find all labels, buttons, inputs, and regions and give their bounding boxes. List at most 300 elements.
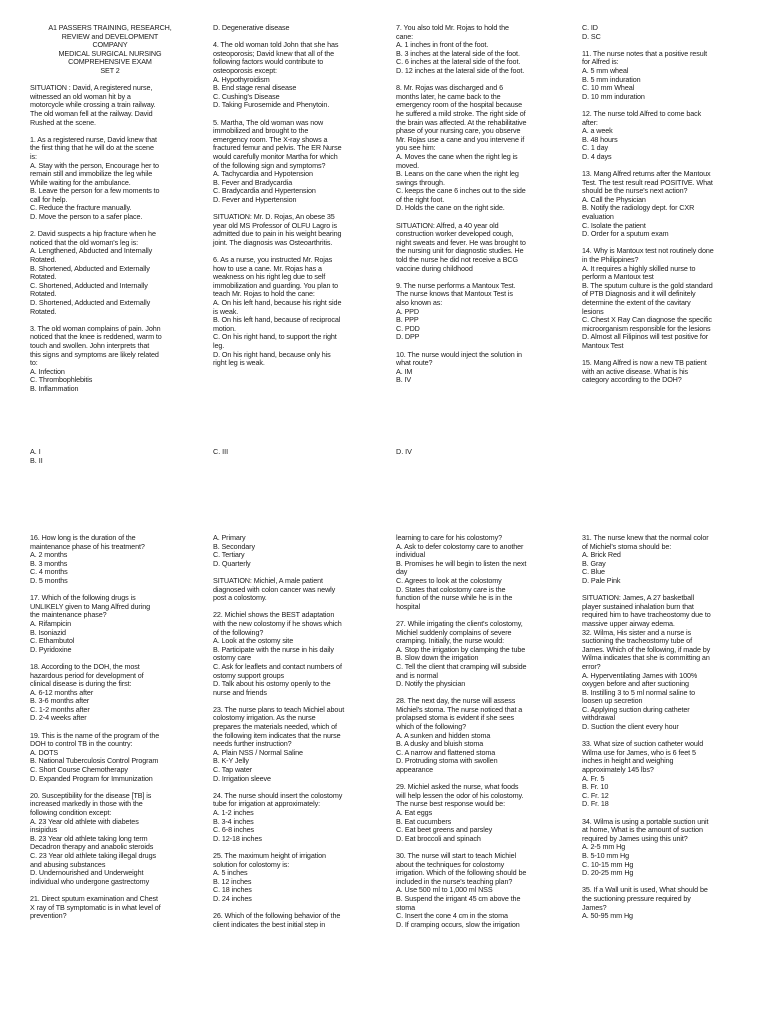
text-line: B. 5-10 mm Hg (582, 850, 630, 860)
text-line: 23. The nurse plans to teach Michiel about (213, 704, 345, 714)
text-line: error? (582, 661, 601, 671)
text-line: admitted due to pain in his weight bearing (213, 229, 342, 239)
text-line: the nursing unit for diagnostic studies. He (396, 246, 524, 256)
text-line: A. 1-2 inches (213, 808, 254, 817)
text-line: 3. The old woman complains of pain. John (30, 323, 161, 333)
text-line: A. It requires a highly skilled nurse to (582, 263, 696, 273)
text-line: 27. While irrigating the client's colostomy, (396, 618, 523, 628)
text-line: C. Applying suction during catheter (582, 704, 690, 714)
text-line: hospital (396, 601, 420, 611)
footer-choice-b: B. II (30, 455, 43, 465)
text-line: B. 3-4 inches (213, 816, 254, 826)
text-line: emergency room of the hospital because (396, 100, 523, 110)
text-line: B. Secondary (213, 541, 255, 551)
text-line: diagnosed with colon cancer was newly (213, 584, 336, 594)
text-line: loosen up secretion (582, 696, 643, 706)
text-line: 7. You also told Mr. Rojas to hold the (396, 23, 509, 32)
text-line: 17. Which of the following drugs is (30, 593, 136, 603)
text-line: C. ID (582, 23, 598, 32)
text-line: Wilma indicates that she is committing an (582, 653, 710, 663)
text-line: D. Holds the cane on the right side. (396, 203, 505, 213)
text-line: Michiel's stoma. The nurse noticed that a (396, 704, 523, 714)
answer-choices-footer-2: C. III (213, 447, 229, 456)
column-2 (213, 24, 373, 368)
text-line: A. Hyperventilating James with 100% (582, 670, 698, 680)
text-line: included in the nurse's teaching plan? (396, 876, 513, 886)
text-line: C. Fr. 12 (582, 790, 609, 800)
text-line: C. Reduce the fracture manually. (30, 203, 132, 213)
text-line: teach Mr. Rojas to hold the cane: (213, 289, 315, 299)
text-line: told the nurse he did not receive a BCG (396, 255, 518, 265)
text-line: A. Infection (30, 366, 65, 376)
text-line: perform a Mantoux test (582, 272, 654, 282)
text-line: year old MS Professor of OLFU Lagro is (213, 220, 338, 230)
text-line: A. Ask to defer colostomy care to another (396, 541, 524, 551)
text-line: 20. Susceptibility for the disease [TB] is (30, 790, 152, 800)
text-line: C. 10 mm Wheal (582, 83, 635, 93)
text-line: following condition except: (30, 808, 112, 817)
text-line: A. Rifampicin (30, 618, 72, 628)
text-line: learning to care for his colostomy? (396, 533, 502, 542)
text-line: C. 6-8 inches (213, 825, 255, 835)
text-line: SITUATION : David, A registered nurse, (30, 83, 153, 93)
text-line: C. Agrees to look at the colostomy (396, 575, 502, 585)
text-line: he suffered a mild stroke. The right side of (396, 108, 526, 118)
text-line: D. States that colostomy care is the (396, 584, 506, 594)
text-line: insipidus (30, 825, 58, 835)
text-line: individual who undergone gastrectomy (30, 876, 150, 886)
text-line: cane: (396, 31, 414, 41)
text-line: emergency room. The X-ray shows a (213, 134, 328, 144)
text-line: B. Promises he will begin to listen the next (396, 558, 527, 568)
column-1 (30, 534, 190, 921)
text-line: after: (582, 117, 598, 127)
text-line: D. 4 days (582, 151, 612, 161)
text-line: 1. As a registered nurse, David knew that (30, 134, 157, 144)
text-line: C. Short Course Chemotherapy (30, 765, 128, 775)
text-line: D. Pyridoxine (30, 644, 72, 654)
text-line: 32. Wilma, His sister and a nurse is (582, 627, 692, 637)
page-bottom-half (0, 534, 768, 1012)
text-line: D. DPP (396, 332, 420, 342)
text-line: ostomy support groups (213, 670, 285, 680)
text-line: with the new colostomy if he shows which (213, 618, 342, 628)
text-line: D. Expanded Program for Immunization (30, 773, 153, 783)
text-line: oxygen before and after suctioning (582, 679, 689, 689)
text-line: B. 23 Year old athlete taking long term (30, 833, 148, 843)
column-1 (30, 24, 190, 394)
text-line: nurse and friends (213, 687, 267, 697)
text-line: D. Suction the client every hour (582, 722, 679, 732)
text-line: the suctioning pressure required by (582, 893, 691, 903)
text-line: weakness on his right leg due to self (213, 272, 326, 282)
text-line: C. 18 inches (213, 885, 252, 895)
text-line: 18. According to the DOH, the most (30, 661, 140, 671)
text-line: B. Notify the radiology dept. for CXR (582, 203, 695, 213)
text-line: B. Instilling 3 to 5 ml normal saline to (582, 687, 696, 697)
text-line: C. Ethambutol (30, 636, 75, 646)
text-line: day (396, 567, 408, 577)
text-line: construction worker developed cough, (396, 229, 514, 239)
text-line: D. Talk about his ostomy openly to the (213, 679, 331, 689)
text-line: lesions (582, 306, 604, 316)
text-line: suctioning the tracheostomy tube of (582, 636, 692, 646)
text-line: C. 4 months (30, 567, 68, 577)
text-line: D. Degenerative disease (213, 23, 290, 32)
text-line: call for help. (30, 194, 68, 204)
text-line: B. National Tuberculosis Control Program (30, 756, 159, 766)
text-line: night sweats and fever. He was brought to (396, 237, 526, 247)
text-line: the brain was affected. At the rehabilitative (396, 117, 527, 127)
text-line: D. 2-4 weeks after (30, 713, 87, 723)
text-line: A. 6-12 months after (30, 687, 94, 697)
text-line: stoma (396, 902, 416, 912)
text-line: 28. The next day, the nurse will assess (396, 696, 516, 706)
text-line: B. Inflammation (30, 383, 79, 393)
text-line: maintenance phase of his treatment? (30, 541, 145, 551)
answer-choices-footer-1 (30, 448, 43, 465)
column-2 (213, 534, 373, 929)
text-line: C. Bradycardia and Hypertension (213, 186, 316, 196)
text-line: leg. (213, 340, 225, 350)
text-line: James. Which of the following, if made by (582, 644, 711, 654)
text-line: REVIEW and DEVELOPMENT (61, 31, 159, 41)
text-line: D. Undernourished and Underweight (30, 868, 144, 878)
text-line: A. Lengthened, Abducted and Internally (30, 246, 153, 256)
text-line: C. Isolate the patient (582, 220, 646, 230)
text-line: D. Notify the physician (396, 679, 466, 689)
text-line: A. Stay with the person, Encourage her to (30, 160, 159, 170)
text-line: B. 48 hours (582, 134, 618, 144)
text-line: Rushed at the scene. (30, 117, 96, 127)
text-line: Rotated. (30, 255, 57, 265)
text-line: D. 12 inches at the lateral side of the foot. (396, 65, 525, 75)
text-line: A. Eat eggs (396, 808, 433, 817)
text-line: 14. Why is Mantoux test not routinely done (582, 246, 714, 256)
text-line: irrigation. Which of the following should be (396, 868, 527, 878)
text-line: microorganism responsible for the lesions (582, 323, 711, 333)
text-line: immobilization and guarding. You plan to (213, 280, 339, 290)
text-line: client indicates the best initial step in (213, 919, 326, 929)
text-line: D. Protruding stoma with swollen (396, 756, 498, 766)
text-line: hazardous period for development of (30, 670, 144, 680)
text-line: B. Leans on the cane when the right leg (396, 169, 519, 179)
text-line: D. 10 mm induration (582, 91, 645, 101)
text-line: C. Insert the cone 4 cm in the stoma (396, 911, 508, 921)
text-line: C. Ask for leaflets and contact numbers of (213, 661, 342, 671)
text-line: A. 5 mm wheal (582, 65, 629, 75)
text-line: B. The sputum culture is the gold standard (582, 280, 713, 290)
text-line: The nurse knows that Mantoux Test is (396, 289, 513, 299)
text-line: function of the nurse while he is in the (396, 593, 513, 603)
text-line: B. Fever and Bradycardia (213, 177, 293, 187)
page-top-half (0, 24, 768, 476)
text-line: of the right foot. (396, 194, 445, 204)
text-line: Rotated. (30, 272, 57, 282)
text-line: the maintenance phase? (30, 610, 107, 620)
text-line: COMPREHENSIVE EXAM (68, 57, 152, 67)
text-line: 26. Which of the following behavior of the (213, 911, 341, 921)
text-line: to: (30, 358, 38, 368)
text-line: for Alfred is: (582, 57, 619, 67)
text-line: required by James using this unit? (582, 833, 688, 843)
text-line: fractured femur and pelvis. The ER Nurse (213, 143, 342, 153)
text-line: prepares the materials needed, which of (213, 722, 337, 732)
text-line: B. Slow down the irrigation (396, 653, 479, 663)
text-line: A. Use 500 ml to 1,000 ml NSS (396, 885, 493, 895)
text-line: A. Tachycardia and Hypotension (213, 169, 313, 179)
text-line: you see him: (396, 143, 436, 153)
text-line: 16. How long is the duration of the (30, 533, 136, 542)
text-line: of PTB Diagnosis and it will definitely (582, 289, 696, 299)
text-line: 21. Direct sputum examination and Chest (30, 893, 158, 903)
text-line: C. Thrombophlebitis (30, 375, 93, 385)
text-line: 5. Martha, The old woman was now (213, 117, 324, 127)
text-line: at home, What is the amount of suction (582, 825, 703, 835)
text-line: D. Order for a sputum exam (582, 229, 669, 239)
text-line: A. Fr. 5 (582, 773, 605, 783)
text-line: which of the following? (396, 722, 467, 732)
text-line: and abusing substances (30, 859, 106, 869)
text-line: massive upper airway edema. (582, 618, 675, 628)
text-line: B. 3 inches at the lateral side of the foot. (396, 48, 520, 58)
text-line: While waiting for the ambulance. (30, 177, 131, 187)
text-line: D. SC (582, 31, 601, 41)
text-line: SITUATION: Alfred, a 40 year old (396, 220, 499, 230)
text-line: swings through. (396, 177, 445, 187)
text-line: D. 20-25 mm Hg (582, 868, 634, 878)
text-line: DOH to control TB in the country: (30, 739, 133, 749)
text-line: remain still and immobilize the leg while (30, 169, 153, 179)
text-line: C. 1 day (582, 143, 608, 153)
text-line: player sustained inhalation burn that (582, 601, 694, 611)
text-line: A. 2-5 mm Hg (582, 842, 626, 852)
text-line: ostomy care (213, 653, 252, 663)
text-line: D. 5 months (30, 575, 68, 585)
text-line: X ray of TB symptomatic is in what level of (30, 902, 161, 912)
text-line: B. IV (396, 375, 412, 385)
text-line: D. If cramping occurs, slow the irrigation (396, 919, 520, 929)
text-line: A. a week (582, 126, 613, 136)
text-line: category according to the DOH? (582, 375, 682, 385)
text-line: C. Cushing's Disease (213, 91, 280, 101)
text-line: A. 1 inches in front of the foot. (396, 40, 489, 50)
text-line: inches in height and weighing (582, 756, 674, 766)
text-line: 29. Michiel asked the nurse, what foods (396, 782, 519, 792)
text-line: 6. As a nurse, you instructed Mr. Rojas (213, 255, 333, 265)
text-line: is: (30, 151, 37, 161)
text-line: withdrawal (582, 713, 615, 723)
text-line: in the Philippines? (582, 255, 639, 265)
text-line: needs further instruction? (213, 739, 292, 749)
text-line: C. Tell the client that cramping will subside (396, 661, 527, 671)
text-line: A. Look at the ostomy site (213, 636, 294, 646)
text-line: how to use a cane. Mr. Rojas has a (213, 263, 322, 273)
text-line: A. IM (396, 366, 413, 376)
text-line: B. 12 inches (213, 876, 252, 886)
text-line: prevention? (30, 911, 67, 921)
column-4 (582, 534, 742, 921)
text-line: witnessed an old woman hit by a (30, 91, 131, 101)
text-line: Wilma use for James, who is 6 feet 5 (582, 747, 696, 757)
text-line: 9. The nurse performs a Mantoux Test. (396, 280, 516, 290)
text-line: C. Blue (582, 567, 605, 577)
text-line: also known as: (396, 298, 443, 307)
text-line: Michiel suddenly complains of severe (396, 627, 512, 637)
text-line: C. A narrow and flattened stoma (396, 747, 496, 757)
text-line: C. Chest X Ray Can diagnose the specific (582, 315, 712, 325)
text-line: A. Primary (213, 533, 246, 542)
text-line: D. Irrigation sleeve (213, 773, 271, 783)
text-line: Rotated. (30, 289, 57, 299)
text-line: C. 6 inches at the lateral side of the foot. (396, 57, 521, 67)
column-3 (396, 534, 556, 929)
text-line: 4. The old woman told John that she has (213, 40, 339, 50)
text-line: B. 5 mm induration (582, 74, 641, 84)
text-line: C. PDD (396, 323, 420, 333)
text-line: following factors would contribute to (213, 57, 324, 67)
text-line: should be the nurse's next action? (582, 186, 688, 196)
text-line: SITUATION: Mr. D. Rojas, An obese 35 (213, 212, 335, 222)
text-line: COMPANY (92, 40, 128, 50)
text-line: would carefully monitor Martha for which (213, 151, 338, 161)
text-line: with an active disease. What is his (582, 366, 688, 376)
text-line: James? (582, 902, 607, 912)
text-line: D. Move the person to a safer place. (30, 212, 143, 222)
text-line: Mr. Rojas use a cane and you intervene if (396, 134, 525, 144)
text-line: about the techniques for colostomy (396, 859, 505, 869)
text-line: SET 2 (100, 65, 120, 75)
text-line: this signs and symptoms are likely related (30, 349, 159, 359)
text-line: B. Gray (582, 558, 606, 568)
text-line: is weak. (213, 306, 239, 316)
text-line: osteoporosis; David knew that all of the (213, 48, 335, 58)
text-line: moved. (396, 160, 419, 170)
text-line: B. 3-6 months after (30, 696, 90, 706)
text-line: A. Brick Red (582, 550, 621, 560)
text-line: A. Plain NSS / Normal Saline (213, 747, 303, 757)
text-line: prolapsed stoma is evident if she sees (396, 713, 515, 723)
text-line: 34. Wilma is using a portable suction unit (582, 816, 709, 826)
text-line: C. 10-15 mm Hg (582, 859, 634, 869)
text-line: A. 23 Year old athlete with diabetes (30, 816, 139, 826)
text-line: evaluation (582, 212, 614, 222)
text-line: A. 2 months (30, 550, 68, 560)
text-line: A. On his left hand, because his right side (213, 298, 342, 307)
text-line: 8. Mr. Rojas was discharged and 6 (396, 83, 503, 93)
text-line: motorcycle while crossing a train railway. (30, 100, 156, 110)
text-line: the following item indicates that the nurse (213, 730, 341, 740)
answer-choices-footer-3: D. IV (396, 447, 412, 456)
text-line: joint. The diagnosis was Osteoarthritis. (213, 237, 333, 247)
text-line: of the following? (213, 627, 264, 637)
text-line: will help lessen the odor of his colostomy. (396, 790, 524, 800)
text-line: D. On his right hand, because only his (213, 349, 331, 359)
text-line: 24. The nurse should insert the colostomy (213, 790, 343, 800)
text-line: D. Fr. 18 (582, 799, 609, 809)
text-line: noticed that the knee is reddened, warm to (30, 332, 162, 342)
text-line: MEDICAL SURGICAL NURSING (58, 48, 162, 58)
text-line: of Michiel's stoma should be: (582, 541, 672, 551)
text-line: The nurse best response would be: (396, 799, 505, 809)
text-line: phase of your nursing care, you observe (396, 126, 521, 136)
text-line: required him to have tracheostomy due to (582, 610, 711, 620)
text-line: D. Pale Pink (582, 575, 621, 585)
text-line: A. PPD (396, 306, 419, 316)
text-line: Mantoux Test (582, 340, 624, 350)
text-line: 31. The nurse knew that the normal color (582, 533, 709, 542)
text-line: increased markedly in those with the (30, 799, 143, 809)
text-line: 12. The nurse told Alfred to come back (582, 108, 702, 118)
text-line: A. Moves the cane when the right leg is (396, 151, 518, 161)
text-line: SITUATION: James, A 27 basketball (582, 593, 695, 603)
text-line: D. Quarterly (213, 558, 251, 568)
text-line: B. Leave the person for a few moments to (30, 186, 160, 196)
text-line: 35. If a Wall unit is used, What should be (582, 885, 708, 895)
text-line: A. Call the Physician (582, 194, 646, 204)
text-line: B. K-Y Jelly (213, 756, 249, 766)
text-line: B. Participate with the nurse in his daily (213, 644, 334, 654)
text-line: 25. The maximum height of irrigation (213, 850, 326, 860)
text-line: Decadron therapy and anabolic steroids (30, 842, 154, 852)
text-line: motion. (213, 323, 236, 333)
text-line: 15. Mang Alfred is now a new TB patient (582, 358, 707, 368)
text-line: vaccine during childhood (396, 263, 473, 273)
text-line: 13. Mang Alfred returns after the Mantoux (582, 169, 711, 179)
text-line: colostomy irrigation. As the nurse (213, 713, 316, 723)
text-line: D. Fever and Hypertension (213, 194, 297, 204)
footer-choice-a: A. I (30, 447, 41, 456)
text-line: D. 24 inches (213, 893, 252, 903)
text-line: 22. Michiel shows the BEST adaptation (213, 610, 335, 620)
text-line: what route? (396, 358, 433, 368)
text-line: 10. The nurse would inject the solution in (396, 349, 522, 359)
text-line: 19. This is the name of the program of the (30, 730, 160, 740)
text-line: A. Stop the irrigation by clamping the tube (396, 644, 526, 654)
text-line: solution for colostomy is: (213, 859, 290, 869)
text-line: 2. David suspects a hip fracture when he (30, 229, 156, 239)
text-line: 30. The nurse will start to teach Michiel (396, 850, 517, 860)
text-line: of the following sign and symptoms? (213, 160, 326, 170)
text-line: right leg is weak. (213, 358, 265, 368)
text-line: D. Shortened, Adducted and Externally (30, 298, 151, 307)
text-line: C. Tertiary (213, 550, 245, 560)
text-line: C. 1-2 months after (30, 704, 90, 714)
text-line: B. A dusky and bluish stoma (396, 739, 484, 749)
text-line: individual (396, 550, 425, 560)
text-line: Test. The test result read POSITIVE. What (582, 177, 713, 187)
text-line: months later, he came back to the (396, 91, 501, 101)
text-line: appearance (396, 765, 433, 775)
text-line: D. Almost all Filipinos will test positive for (582, 332, 709, 342)
text-line: immobilized and brought to the (213, 126, 309, 136)
text-line: noticed that the old woman's leg is: (30, 237, 139, 247)
text-line: D. Taking Furosemide and Phenytoin. (213, 100, 330, 110)
text-line: the first thing that he will do at the scene (30, 143, 154, 153)
text-line: touch and swollen. John interprets that (30, 340, 150, 350)
text-line: B. Eat cucumbers (396, 816, 452, 826)
text-line: tube for irrigation at approximately: (213, 799, 320, 809)
text-line: D. Eat broccoli and spinach (396, 833, 481, 843)
text-line: SITUATION: Michiel, A male patient (213, 575, 323, 585)
text-line: C. Tap water (213, 765, 253, 775)
text-line: A. Hypothyroidism (213, 74, 270, 84)
text-line: approximately 145 lbs? (582, 765, 654, 775)
text-line: C. keeps the cane 6 inches out to the side (396, 186, 526, 196)
column-4 (582, 24, 742, 385)
text-line: A. 50-95 mm Hg (582, 911, 633, 921)
text-line: D. 12-18 inches (213, 833, 262, 843)
